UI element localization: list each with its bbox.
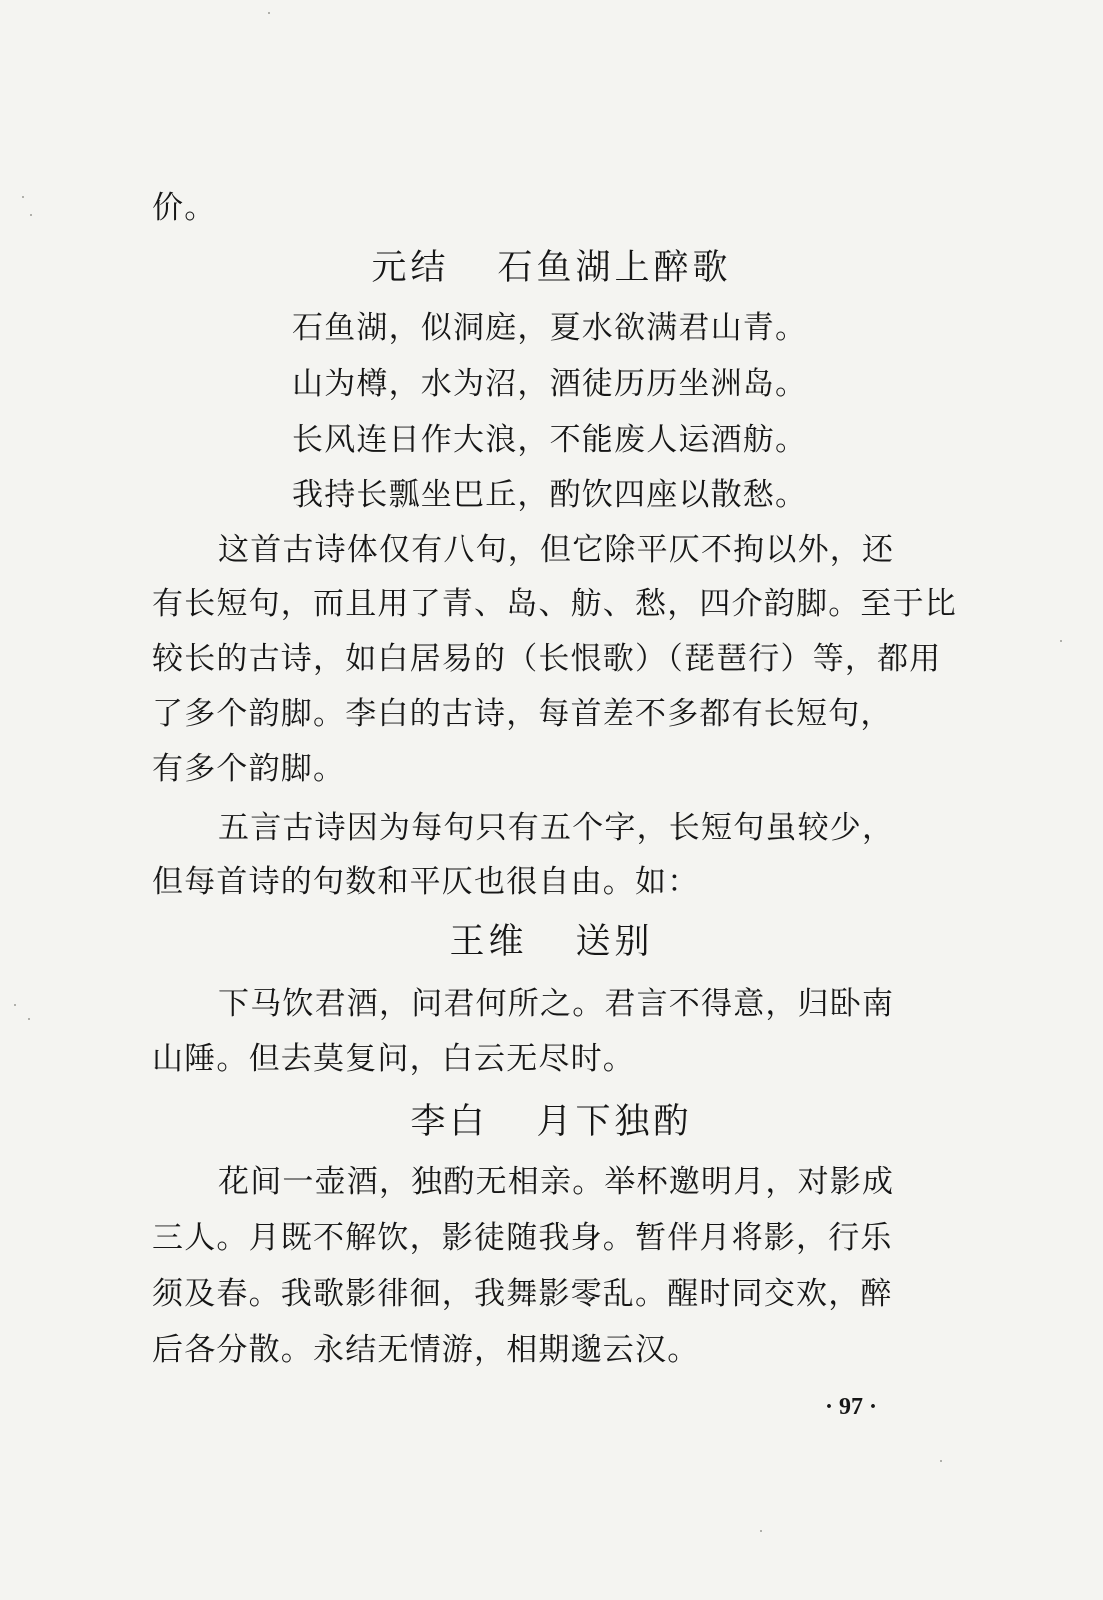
poem-heading-yuanjie	[0, 246, 1103, 290]
poem-line: 山为樽，水为沼，酒徒历历坐洲岛。	[292, 366, 808, 402]
poem-author: 王维	[449, 922, 528, 962]
poem-line: 下马饮君酒，问君何所之。君言不得意，归卧南	[218, 986, 895, 1022]
poem-line: 石鱼湖，似洞庭，夏水欲满君山青。	[292, 310, 808, 346]
poem-line: 花间一壶酒，独酌无相亲。举杯邀明月，对影成	[218, 1164, 895, 1200]
poem-title: 送别	[575, 922, 654, 962]
poem-line: 我持长瓢坐巴丘，酌饮四座以散愁。	[292, 477, 808, 513]
paragraph-line: 有长短句，而且用了青、岛、舫、愁，四介韵脚。至于比	[152, 586, 957, 622]
scan-speck	[14, 1004, 16, 1006]
poem-heading-libai	[0, 1100, 1103, 1144]
scan-speck	[28, 1018, 30, 1020]
scan-speck	[268, 12, 270, 14]
poem-heading-wangwei	[0, 920, 1103, 964]
poem-author: 元结	[371, 248, 450, 288]
poem-title: 月下独酌	[536, 1102, 693, 1142]
page-number: · 97 ·	[825, 1394, 878, 1420]
scan-speck	[30, 214, 32, 216]
poem-title: 石鱼湖上醉歌	[497, 248, 732, 288]
paragraph-line: 五言古诗因为每句只有五个字，长短句虽较少，	[218, 810, 895, 846]
paragraph-line: 这首古诗体仅有八句，但它除平仄不拘以外，还	[218, 532, 895, 568]
poem-author: 李白	[410, 1102, 489, 1142]
paragraph-line: 了多个韵脚。李白的古诗，每首差不多都有长短句，	[152, 696, 893, 732]
scan-speck	[940, 1460, 942, 1462]
paragraph-line: 较长的古诗，如白居易的（长恨歌）（琵琶行）等，都用	[152, 641, 942, 677]
poem-line: 山陲。但去莫复问，白云无尽时。	[152, 1041, 635, 1077]
paragraph-line: 但每首诗的句数和平仄也很自由。如：	[152, 864, 700, 900]
carryover-text: 价。	[152, 190, 217, 226]
poem-line: 后各分散。永结无情游，相期邈云汉。	[152, 1332, 700, 1368]
scan-speck	[22, 196, 24, 198]
poem-line: 须及春。我歌影徘徊，我舞影零乱。醒时同交欢，醉	[152, 1276, 893, 1312]
poem-line: 三人。月既不解饮，影徒随我身。暂伴月将影，行乐	[152, 1220, 893, 1256]
paragraph-line: 有多个韵脚。	[152, 751, 346, 787]
scan-speck	[1060, 640, 1062, 642]
poem-line: 长风连日作大浪，不能废人运酒舫。	[292, 422, 808, 458]
scan-speck	[760, 1530, 762, 1532]
